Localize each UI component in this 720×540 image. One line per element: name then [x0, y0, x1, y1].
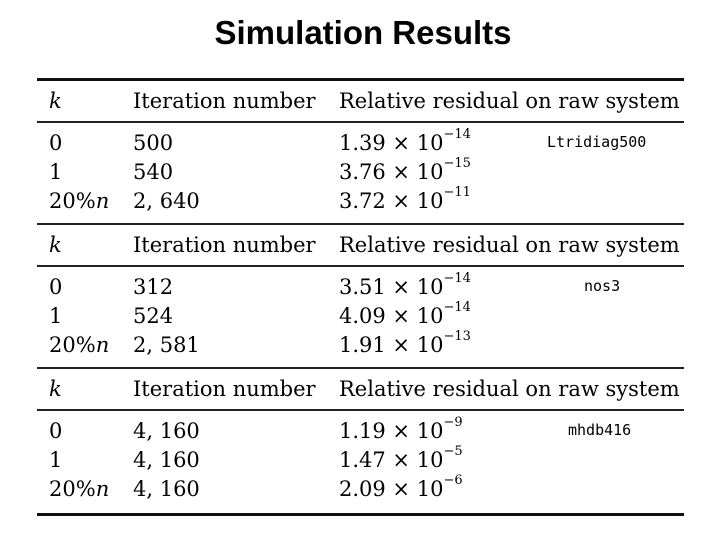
- header-relative-residual: Relative residual on raw system: [339, 377, 680, 401]
- cell-k: 1: [49, 448, 63, 472]
- cell-iterations: 4, 160: [133, 448, 200, 472]
- header-iteration-number: Iteration number: [133, 377, 316, 401]
- header-k: k: [49, 377, 62, 401]
- cell-iterations: 540: [133, 160, 174, 184]
- cell-iterations: 4, 160: [133, 419, 200, 443]
- cell-residual: $3.76 \times 10^{-15}$: [339, 156, 471, 184]
- cell-residual: $1.39 \times 10^{-14}$: [339, 127, 471, 155]
- matrix-label: nos3: [584, 277, 621, 295]
- header-k: k: [49, 89, 62, 113]
- cell-k: 0: [49, 275, 63, 299]
- header-iteration-number: Iteration number: [133, 89, 316, 113]
- cell-iterations: 2, 640: [133, 189, 200, 213]
- cell-k: 20%n: [49, 333, 110, 357]
- cell-residual: $1.91 \times 10^{-13}$: [339, 329, 471, 357]
- cell-residual: $2.09 \times 10^{-6}$: [339, 473, 463, 501]
- table-header-row: [37, 367, 684, 411]
- header-iteration-number: Iteration number: [133, 233, 316, 257]
- cell-iterations: 2, 581: [133, 333, 200, 357]
- results-block-ltridiag500: [37, 78, 684, 223]
- header-relative-residual: Relative residual on raw system: [339, 233, 680, 257]
- cell-k: 1: [49, 160, 63, 184]
- cell-iterations: 500: [133, 131, 174, 155]
- cell-residual: $1.47 \times 10^{-5}$: [339, 444, 463, 472]
- cell-k: 0: [49, 419, 63, 443]
- table-header-row: [37, 78, 684, 123]
- cell-k: 20%n: [49, 189, 110, 213]
- cell-k: 1: [49, 304, 63, 328]
- matrix-label: mhdb416: [568, 421, 632, 439]
- table-body: [37, 267, 684, 367]
- table-body: [37, 123, 684, 223]
- cell-iterations: 524: [133, 304, 174, 328]
- cell-iterations: 4, 160: [133, 477, 200, 501]
- cell-residual: $4.09 \times 10^{-14}$: [339, 300, 471, 328]
- cell-k: 0: [49, 131, 63, 155]
- matrix-label: Ltridiag500: [547, 133, 647, 151]
- results-block-nos3: [37, 223, 684, 367]
- header-k: k: [49, 233, 62, 257]
- cell-residual: $3.72 \times 10^{-11}$: [339, 185, 471, 213]
- cell-residual: $1.19 \times 10^{-9}$: [339, 415, 463, 443]
- page-title: Simulation Results: [214, 14, 512, 51]
- cell-k: 20%n: [49, 477, 110, 501]
- results-block-mhdb416: [37, 367, 684, 516]
- table-header-row: [37, 223, 684, 267]
- results-table: [37, 78, 684, 516]
- cell-iterations: 312: [133, 275, 174, 299]
- cell-residual: $3.51 \times 10^{-14}$: [339, 271, 471, 299]
- table-body: [37, 411, 684, 516]
- header-relative-residual: Relative residual on raw system: [339, 89, 680, 113]
